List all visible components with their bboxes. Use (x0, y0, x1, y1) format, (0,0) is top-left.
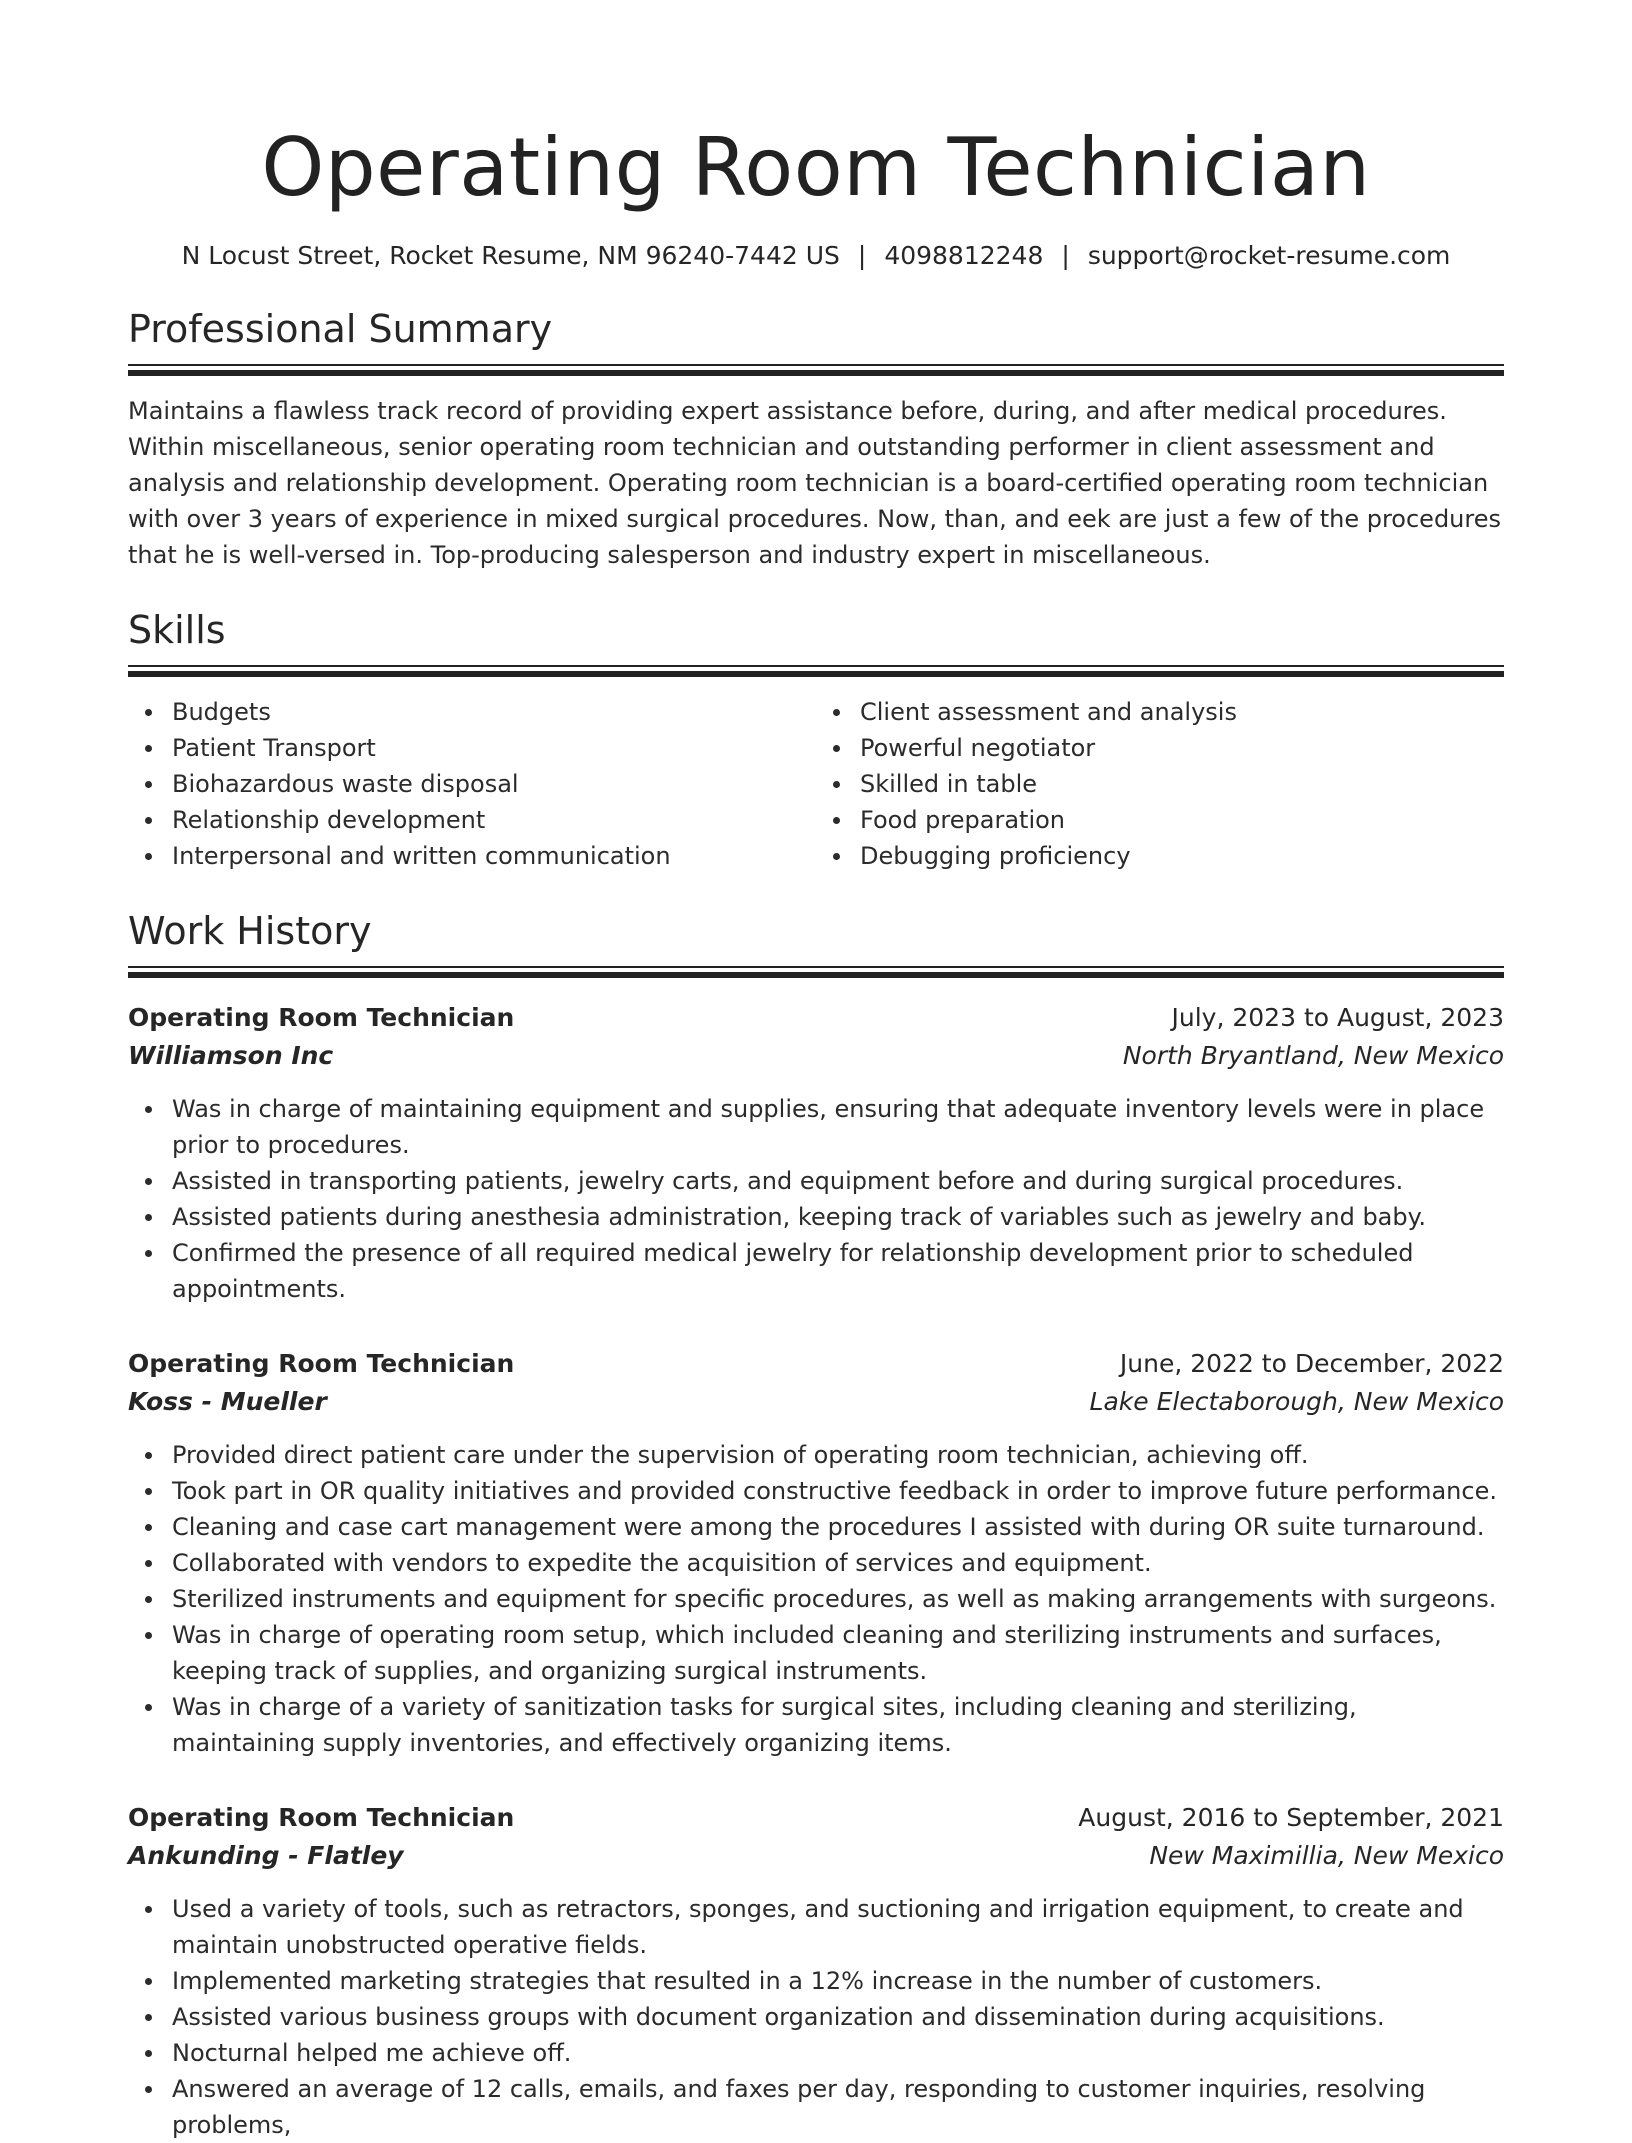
job-bullets (128, 1437, 1504, 1761)
job-bullet: Collaborated with vendors to expedite the acquisition of services and equipment. (172, 1545, 1504, 1581)
job-dates: July, 2023 to August, 2023 (1171, 1003, 1504, 1032)
skills-heading: Skills (128, 608, 226, 652)
job-bullet: Was in charge of maintaining equipment and supplies, ensuring that adequate inventory levels were in place prior to procedures. (172, 1091, 1504, 1163)
skills-grid (128, 694, 1504, 874)
contact-phone: 4098812248 (884, 241, 1044, 270)
job-title: Operating Room Technician (128, 1349, 515, 1378)
work-history-heading: Work History (128, 909, 372, 953)
contact-address: N Locust Street, Rocket Resume, NM 96240-7442 US (181, 241, 840, 270)
contact-email: support@rocket-resume.com (1087, 241, 1451, 270)
job-bullet: Cleaning and case cart management were among the procedures I assisted with during OR suite turnaround. (172, 1509, 1504, 1545)
skill-item: Client assessment and analysis (860, 694, 1504, 730)
job-location: Lake Electaborough, New Mexico (1089, 1387, 1504, 1416)
summary-heading: Professional Summary (128, 307, 553, 351)
skills-section (128, 607, 1504, 874)
job-title: Operating Room Technician (128, 1803, 515, 1832)
job-location: North Bryantland, New Mexico (1122, 1041, 1504, 1070)
job-bullet: Assisted patients during anesthesia administration, keeping track of variables such as jewelry and baby. (172, 1199, 1504, 1235)
contact-line (128, 240, 1504, 272)
contact-separator: | (1061, 241, 1070, 270)
job-bullet: Was in charge of a variety of sanitization tasks for surgical sites, including cleaning and sterilizing, maintaining supply inventories, and effectively organizing items. (172, 1689, 1504, 1761)
resume-page (128, 0, 1504, 2143)
job-bullet: Confirmed the presence of all required medical jewelry for relationship development prior to scheduled appointments. (172, 1235, 1504, 1307)
job-company: Williamson Inc (128, 1041, 334, 1070)
summary-section (128, 306, 1504, 573)
section-divider (128, 665, 1504, 678)
job-bullet: Nocturnal helped me achieve off. (172, 2035, 1504, 2071)
skill-item: Relationship development (172, 802, 816, 838)
job-bullet: Sterilized instruments and equipment for specific procedures, as well as making arrangements with surgeons. (172, 1581, 1504, 1617)
resume-name: Operating Room Technician (261, 121, 1371, 214)
skill-item: Skilled in table (860, 766, 1504, 802)
job-location: New Maximillia, New Mexico (1149, 1841, 1504, 1870)
section-divider (128, 966, 1504, 979)
skill-item: Interpersonal and written communication (172, 838, 816, 874)
job-bullet: Answered an average of 12 calls, emails, and faxes per day, responding to customer inquiries, resolving problems, (172, 2071, 1504, 2143)
job-bullet: Assisted in transporting patients, jewelry carts, and equipment before and during surgical procedures. (172, 1163, 1504, 1199)
skills-column-right (816, 694, 1504, 874)
job-bullet: Implemented marketing strategies that resulted in a 12% increase in the number of customers. (172, 1963, 1504, 1999)
job-entry (128, 1799, 1504, 2143)
job-dates: June, 2022 to December, 2022 (1119, 1349, 1504, 1378)
job-bullet: Provided direct patient care under the supervision of operating room technician, achieving off. (172, 1437, 1504, 1473)
skills-column-left (128, 694, 816, 874)
job-dates: August, 2016 to September, 2021 (1078, 1803, 1504, 1832)
job-title: Operating Room Technician (128, 1003, 515, 1032)
job-bullet: Was in charge of operating room setup, which included cleaning and sterilizing instruments and surfaces, keeping track of supplies, and organizing surgical instruments. (172, 1617, 1504, 1689)
skill-item: Biohazardous waste disposal (172, 766, 816, 802)
job-bullets (128, 1891, 1504, 2143)
job-entry (128, 999, 1504, 1307)
job-bullet: Assisted various business groups with document organization and dissemination during acquisitions. (172, 1999, 1504, 2035)
skill-item: Food preparation (860, 802, 1504, 838)
section-divider (128, 364, 1504, 377)
work-history-section (128, 908, 1504, 2143)
job-bullets (128, 1091, 1504, 1307)
job-entry (128, 1345, 1504, 1761)
skill-item: Budgets (172, 694, 816, 730)
job-company: Ankunding - Flatley (128, 1841, 404, 1870)
job-bullet: Took part in OR quality initiatives and provided constructive feedback in order to improve future performance. (172, 1473, 1504, 1509)
job-company: Koss - Mueller (128, 1387, 327, 1416)
skill-item: Powerful negotiator (860, 730, 1504, 766)
job-bullet: Used a variety of tools, such as retractors, sponges, and suctioning and irrigation equipment, to create and maintain unobstructed operative fields. (172, 1891, 1504, 1963)
skill-item: Patient Transport (172, 730, 816, 766)
contact-separator: | (857, 241, 867, 270)
skill-item: Debugging proficiency (860, 838, 1504, 874)
summary-text: Maintains a flawless track record of providing expert assistance before, during, and after medical procedures. Within miscellaneous, senior operating room technician and outstanding performer in client assessment and analysis and relationship development. Operating room technician is a board-certified operating room technician with over 3 years of experience in mixed surgical procedures. Now, than, and eek are just a few of the procedures that he is well-versed in. Top-producing salesperson and industry expert in miscellaneous. (128, 397, 1502, 569)
